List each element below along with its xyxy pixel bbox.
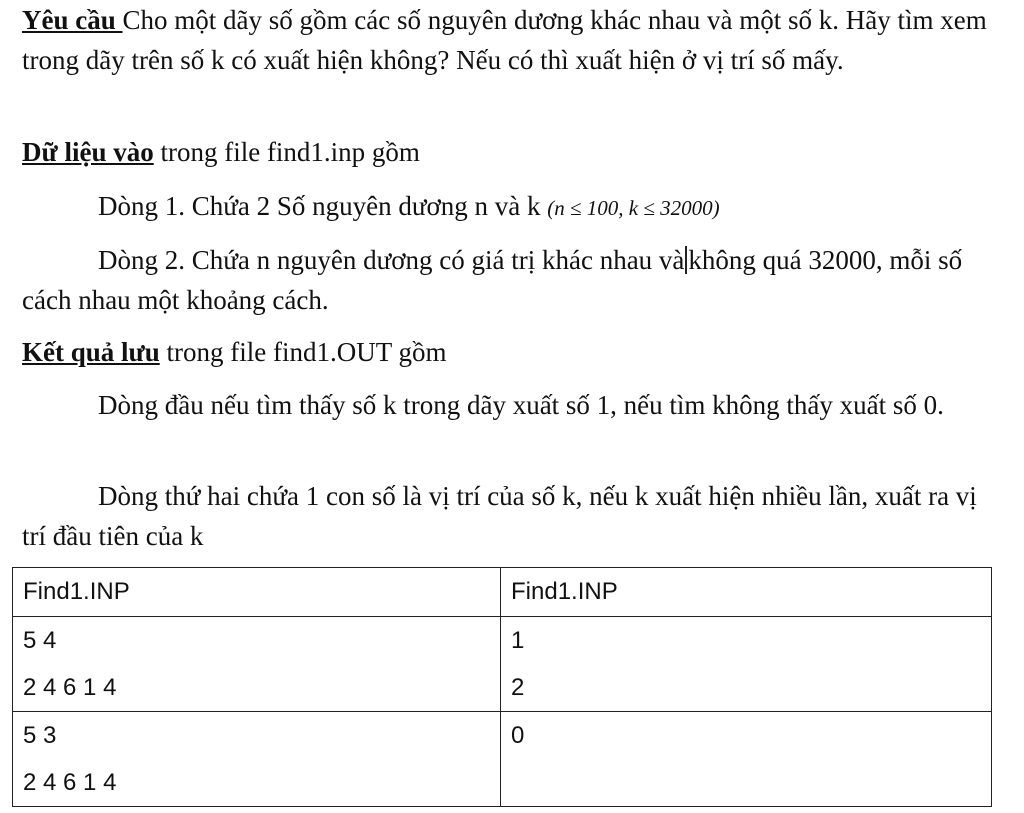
example2-input-cell — [13, 712, 501, 807]
output-line1-text: Dòng đầu nếu tìm thấy số k trong dãy xuất số 1, nếu tìm không thấy xuất số 0. — [98, 390, 944, 420]
output-line2-text: Dòng thứ hai chứa 1 con số là vị trí của số k, nếu k xuất hiện nhiều lần, xuất ra vị trí đầu tiên của k — [22, 481, 977, 551]
input-section-heading: Dữ liệu vào — [22, 137, 154, 167]
example1-output-line1: 1 — [511, 627, 525, 654]
table-header-row — [13, 568, 992, 617]
example2-input-line2: 2 4 6 1 4 — [23, 769, 117, 796]
header-output: Find1.INP — [501, 568, 992, 617]
example2-output-line1: 0 — [511, 722, 525, 749]
input-section-text: trong file find1.inp gồm — [153, 137, 420, 167]
table-row — [13, 617, 992, 712]
input-line2-text-a: Dòng 2. Chứa n nguyên dương có giá trị khác nhau và — [98, 245, 685, 275]
output-section-text: trong file find1.OUT gồm — [159, 337, 447, 367]
example1-input-line2: 2 4 6 1 4 — [23, 674, 117, 701]
example1-input-line1: 5 4 — [23, 627, 57, 654]
input-line1-constraint: (n ≤ 100, k ≤ 32000) — [547, 196, 720, 220]
example2-output-line2 — [511, 759, 981, 806]
input-section-paragraph — [22, 132, 987, 172]
example1-output-cell — [501, 617, 992, 712]
output-line1-paragraph — [22, 385, 987, 425]
example1-input-cell — [13, 617, 501, 712]
example2-output-cell — [501, 712, 992, 807]
requirement-text: Cho một dãy số gồm các số nguyên dương khác nhau và một số k. Hãy tìm xem trong dãy trên số k có xuất hiện không? Nếu có thì xuất hiện ở vị trí số mấy. — [22, 5, 987, 75]
input-line1-text: Dòng 1. Chứa 2 Số nguyên dương n và k — [98, 191, 548, 221]
input-line2-text-b: không quá 32000, mỗi số cách nhau một khoảng cách. — [22, 245, 963, 315]
header-input: Find1.INP — [13, 568, 501, 617]
output-line2-paragraph — [22, 476, 987, 556]
output-section-paragraph — [22, 332, 987, 372]
example-table — [12, 567, 992, 807]
example1-output-line2: 2 — [511, 674, 525, 701]
table-row — [13, 712, 992, 807]
output-section-heading: Kết quả lưu — [22, 337, 160, 367]
requirement-heading: Yêu cầu — [22, 5, 123, 35]
example2-input-line1: 5 3 — [23, 722, 57, 749]
input-line1-paragraph — [22, 186, 987, 228]
requirement-paragraph — [22, 0, 987, 80]
input-line2-paragraph — [22, 240, 987, 320]
